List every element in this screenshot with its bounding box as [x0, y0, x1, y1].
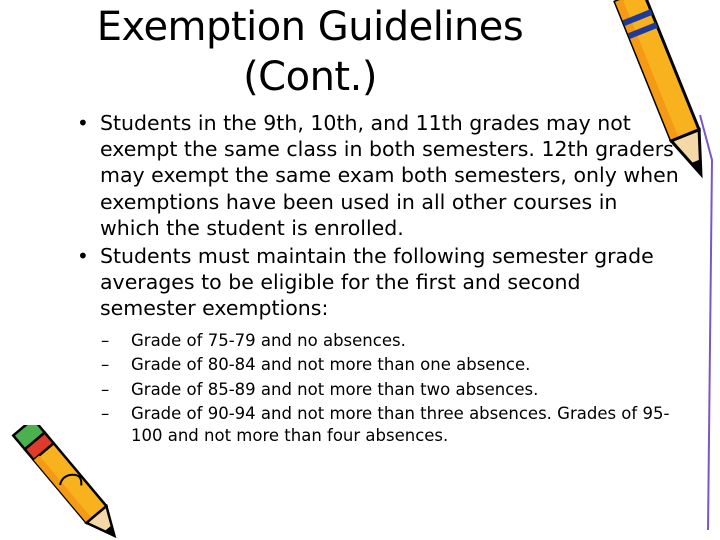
- bullet-text: Students in the 9th, 10th, and 11th grades may not exempt the same class in both semesters. 12th graders may exempt the same exam both semesters, only when exemptions have been used in all other courses in which the student is enrolled.: [100, 111, 679, 240]
- sub-bullet-text: Grade of 85-89 and not more than two absences.: [131, 379, 539, 399]
- bullet-item: [75, 243, 680, 322]
- title-line-1: Exemption Guidelines: [96, 4, 524, 50]
- sub-bullet-text: Grade of 80-84 and not more than one absence.: [131, 355, 531, 375]
- sub-bullet-item: [95, 330, 680, 352]
- sub-bullet-item: [95, 379, 680, 401]
- dash-marker: –: [101, 355, 110, 375]
- bullet-marker: •: [77, 111, 89, 135]
- sub-bullet-text: Grade of 75-79 and no absences.: [131, 330, 406, 350]
- dash-marker: –: [101, 330, 110, 350]
- bullet-text: Students must maintain the following semester grade averages to be eligible for the first and second semester exemptions:: [100, 244, 654, 321]
- sub-bullet-item: [95, 354, 680, 376]
- dash-marker: –: [101, 379, 110, 399]
- title-line-2: (Cont.): [243, 54, 377, 100]
- dash-marker: –: [101, 404, 110, 424]
- sub-bullet-item: [95, 403, 680, 446]
- bullet-marker: •: [77, 244, 89, 269]
- slide-body: [75, 110, 680, 450]
- bullet-item: [75, 110, 680, 241]
- sub-bullet-list: [75, 330, 680, 447]
- sub-bullet-text: Grade of 90-94 and not more than three absences. Grades of 95-100 and not more than four absences.: [131, 404, 670, 445]
- slide-title: [60, 2, 560, 102]
